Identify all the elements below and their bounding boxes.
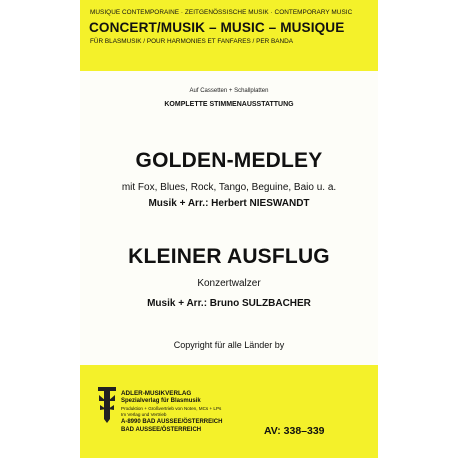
work2-subtitle: Konzertwalzer [197,278,261,289]
work2-credit: Musik + Arr.: Bruno SULZBACHER [147,298,311,309]
publisher-products: Produktion + Großvertrieb von Noten, MCs + LPs [121,406,222,411]
publisher-name: ADLER-MUSIKVERLAG [121,390,192,397]
header-ensemble-line: FÜR BLASMUSIK / POUR HARMONIES ET FANFARES / PER BANDA [90,38,294,45]
catalog-number: AV: 338–339 [264,425,325,437]
publisher-address: A-8990 BAD AUSSEE/ÖSTERREICH [121,419,223,425]
header-languages-line: MUSIQUE CONTEMPORAINE · ZEITGENÖSSISCHE MUSIK · CONTEMPORARY MUSIC [90,9,353,16]
copyright-line: Copyright für alle Länder by [173,340,285,350]
work1-subtitle: mit Fox, Blues, Rock, Tango, Beguine, Baio u. a. [121,182,337,193]
publisher-distribution: Im Verlag und Vertrieb [121,412,167,417]
work2-title: KLEINER AUSFLUG [128,245,330,268]
publisher-tagline: Spezialverlag für Blasmusik [121,398,201,404]
publisher-address-2: BAD AUSSEE/ÖSTERREICH [121,427,202,433]
parts-note: KOMPLETTE STIMMENAUSSTATTUNG [164,101,294,108]
adler-eagle-logo-icon [96,385,118,425]
work1-title: GOLDEN-MEDLEY [135,149,323,172]
media-note: Auf Cassetten + Schallplatten [189,88,269,94]
work1-credit: Musik + Arr.: Herbert NIESWANDT [148,198,310,209]
header-main-title: CONCERT/MUSIK – MUSIC – MUSIQUE [89,20,345,35]
